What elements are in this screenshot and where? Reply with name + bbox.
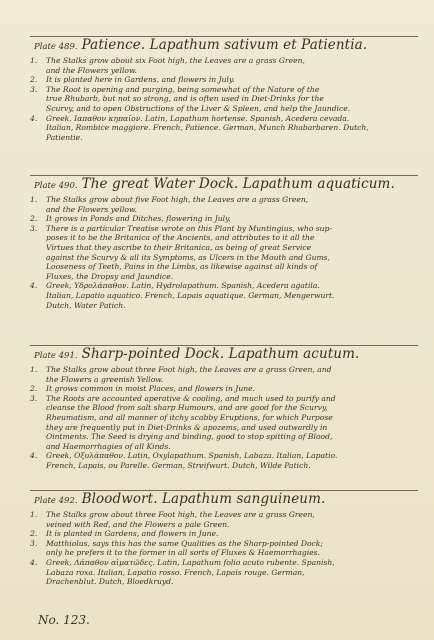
numbered-item [30,224,418,282]
item-line: poses it to be the Britanica of the Ancients, and attributes to it all the [46,233,315,243]
item-number: 4. [30,451,38,461]
item-number: 4. [30,557,38,567]
plate-section [30,36,418,142]
plate-header [34,37,418,53]
numbered-item [30,56,418,75]
item-line: the Flowers a greenish Yellow. [46,374,164,384]
numbered-item [30,510,418,529]
item-number: 1. [30,56,38,65]
plate-header [34,491,418,507]
page-number: No. 123. [38,613,90,627]
item-number: 2. [30,214,38,224]
item-line: It is planted here in Gardens, and flowers in July. [46,75,235,85]
item-number: 3. [30,393,38,403]
item-line: they are frequently put in Diet-Drinks & apozems, and used outwardly in [46,422,328,432]
item-line: Drachenblut. Dutch, Bloedkruyd. [46,577,174,587]
plate-section [30,345,418,471]
plate-number: Plate 492. [34,496,78,506]
plate-title: Sharp-pointed Dock. Lapathum acutum. [81,346,360,362]
item-number: 2. [30,75,38,85]
item-line: true Rhubarb, but not so strong, and is often used in Diet-Drinks for the [46,94,324,104]
numbered-item [30,195,418,214]
item-line: Looseness of Teeth, Pains in the Limbs, as likewise against all kinds of [46,262,318,272]
item-line: Virtues that they ascribe to their Britanica, as being of great Service [46,242,312,252]
item-number: 2. [30,384,38,394]
item-line: Greek, Υδρολάπαθον. Latin, Hydrolapathum. Spanish, Acedera agatila. [46,281,320,291]
item-line: It grows common in moist Places, and flowers in June. [46,384,256,394]
item-line: The Stalks grow about three Foot high, the Leaves are a grass Green, [46,510,315,519]
numbered-item [30,451,418,470]
item-line: Scurvy, and to open Obstructions of the Liver & Spleen, and help the Jaundice. [46,103,351,113]
item-number: 1. [30,365,38,374]
numbered-item [30,384,418,394]
item-line: Ointments. The Seed is drying and binding, good to stop spitting of Blood, [46,432,333,442]
item-line: and Haemorrhagies of all Kinds. [46,441,171,451]
item-line: Greek, Οξυλάπαθον. Latin, Oxylapathum. Spanish, Labaza. Italian, Lapatio. [46,451,338,461]
item-line: cleanse the Blood from salt sharp Humours, and are good for the Scurvy, [46,403,328,413]
item-line: Greek, Ιαπαθον κηπαῖον. Latin, Lapathum hortense. Spanish, Acedera cevada. [46,113,350,123]
item-number: 3. [30,84,38,94]
plate-header [34,176,418,192]
item-line: Italian, Lapatio aquatico. French, Lapais aquatique. German, Mengerwurt. [46,290,335,300]
item-line: Greek, Λάπαθον αἱματῶδες. Latin, Lapathum folio acuto rubente. Spanish, [46,557,335,567]
item-line: There is a particular Treatise wrote on this Plant by Muntingius, who sup- [46,223,332,233]
numbered-item [30,529,418,539]
item-line: The Roots are accounted aperative & cooling, and much used to purify and [46,393,336,403]
item-number: 2. [30,529,38,539]
plate-title: The great Water Dock. Lapathum aquaticum. [81,176,395,192]
item-line: Dutch, Water Patich. [46,300,126,310]
item-line: It grows in Ponds and Ditches, flowering in July. [46,214,231,224]
item-line: The Stalks grow about five Foot high, the Leaves are a grass Green, [46,195,309,204]
item-line: It is planted in Gardens, and flowers in June. [46,529,219,539]
item-line: Rheumatism, and all manner of itchy scabby Eruptions, for which Purpose [46,412,333,422]
item-line: and the Flowers yellow. [46,65,137,75]
plate-title: Patience. Lapathum sativum et Patientia. [81,37,368,53]
item-number: 4. [30,113,38,123]
numbered-item [30,214,418,224]
numbered-item [30,75,418,85]
item-line: The Stalks grow about three Foot high, the Leaves are a grass Green, and [46,365,332,374]
item-line: and the Flowers yellow. [46,204,137,214]
item-line: only he prefers it to the former in all sorts of Fluxes & Haemorrhagies. [46,548,320,558]
item-line: Labaza roxa. Italian, Lapatio rosso. French, Lapais rouge. German, [46,567,305,577]
item-line: Fluxes, the Dropsy and Jaundice. [46,271,174,281]
item-line: The Stalks grow about six Foot high, the Leaves are a grass Green, [46,56,305,65]
item-number: 1. [30,510,38,519]
numbered-item [30,558,418,587]
plate-title: Bloodwort. Lapathum sanguineum. [81,491,326,507]
item-line: veined with Red, and the Flowers a pale Green. [46,519,230,529]
item-line: against the Scurvy & all its Symptoms, as Ulcers in the Mouth and Gums, [46,252,330,262]
plate-number: Plate 489. [34,42,78,52]
item-line: Matthiolus, says this has the same Qualities as the Sharp-pointed Dock; [46,538,323,548]
plate-header [34,346,418,362]
numbered-item [30,85,418,114]
numbered-item [30,539,418,558]
numbered-item [30,365,418,384]
plate-number: Plate 491. [34,351,78,361]
numbered-item [30,281,418,310]
item-number: 1. [30,195,38,204]
item-line: Patientie. [46,132,83,142]
item-number: 3. [30,223,38,233]
numbered-item [30,394,418,452]
plate-number: Plate 490. [34,181,78,191]
plate-section [30,490,418,587]
item-number: 3. [30,538,38,548]
item-line: French, Lapais, ou Parelle. German, Streifwurt. Dutch, Wilde Patich. [46,460,311,470]
item-line: Italian, Rombice maggiore. French, Patience. German, Munch Rhabarbaren. Dutch, [46,123,369,133]
item-number: 4. [30,281,38,291]
item-line: The Root is opening and purging, being somewhat of the Nature of the [46,84,320,94]
plate-section [30,175,418,310]
numbered-item [30,114,418,143]
